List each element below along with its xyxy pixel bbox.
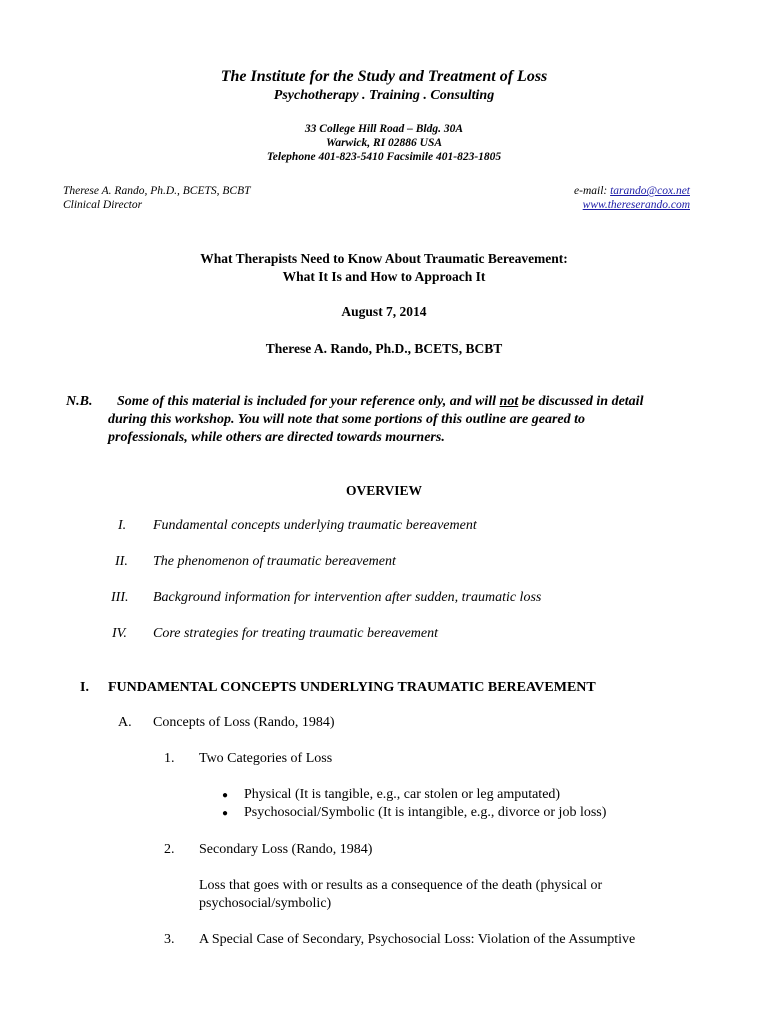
overview-item-text: Fundamental concepts underlying traumatic bereavement [153,518,477,533]
bullet-text: Psychosocial/Symbolic (It is intangible, e.g., divorce or job loss) [244,805,607,820]
email-link[interactable]: tarando@cox.net [610,185,690,197]
director-role: Clinical Director [63,199,143,211]
institute-tagline: Psychotherapy . Training . Consulting [273,88,495,103]
item-title: Secondary Loss (Rando, 1984) [199,842,373,857]
website-line [583,198,690,212]
item-number: 1. [164,751,175,766]
phone-fax-line: Telephone 401-823-5410 Facsimile 401-823-1805 [266,151,502,163]
email-label: e-mail: [574,185,608,197]
overview-item-text: Core strategies for treating traumatic bereavement [153,626,439,641]
bullet-dot: ● [222,790,229,801]
director-name: Therese A. Rando, Ph.D., BCETS, BCBT [63,185,251,197]
item-body-line: Loss that goes with or results as a consequence of the death (physical or [199,878,603,893]
note-line-1-end: be discussed in detail [518,394,644,409]
note-line-3: professionals, while others are directed towards mourners. [108,430,445,445]
address-line-2: Warwick, RI 02886 USA [325,137,443,149]
document-date: August 7, 2014 [341,304,427,319]
note-line-1 [117,393,643,411]
note-label: N.B. [66,394,93,409]
address-line-1: 33 College Hill Road – Bldg. 30A [304,123,464,135]
overview-item-number: II. [115,554,128,569]
note-emphasis: not [499,394,519,409]
item-number: 2. [164,842,175,857]
overview-item-number: IV. [112,626,127,641]
document-title-line-2: What It Is and How to Approach It [282,269,486,284]
institute-name: The Institute for the Study and Treatment of Loss [220,68,548,85]
subsection-letter: A. [118,715,132,730]
email-line [574,184,690,198]
overview-item-text: Background information for intervention after sudden, traumatic loss [153,590,542,605]
section-number: I. [80,680,89,695]
overview-heading: OVERVIEW [345,483,423,498]
overview-item-number: III. [111,590,129,605]
section-heading: FUNDAMENTAL CONCEPTS UNDERLYING TRAUMATIC BEREAVEMENT [108,680,596,695]
overview-item-number: I. [118,518,127,533]
item-body-line: psychosocial/symbolic) [199,896,332,911]
website-link[interactable]: www.thereserando.com [582,199,690,211]
note-line-1-start: Some of this material is included for your reference only, and will [117,394,500,409]
item-title: Two Categories of Loss [199,751,333,766]
overview-item-text: The phenomenon of traumatic bereavement [153,554,396,569]
bullet-dot: ● [222,808,229,819]
bullet-text: Physical (It is tangible, e.g., car stolen or leg amputated) [244,787,561,802]
document-author: Therese A. Rando, Ph.D., BCETS, BCBT [265,341,503,356]
document-title-line-1: What Therapists Need to Know About Traumatic Bereavement: [200,251,568,266]
item-title: A Special Case of Secondary, Psychosocial Loss: Violation of the Assumptive [199,932,636,947]
note-line-2: during this workshop. You will note that some portions of this outline are geared to [108,412,586,427]
item-number: 3. [164,932,175,947]
subsection-title: Concepts of Loss (Rando, 1984) [153,715,335,730]
